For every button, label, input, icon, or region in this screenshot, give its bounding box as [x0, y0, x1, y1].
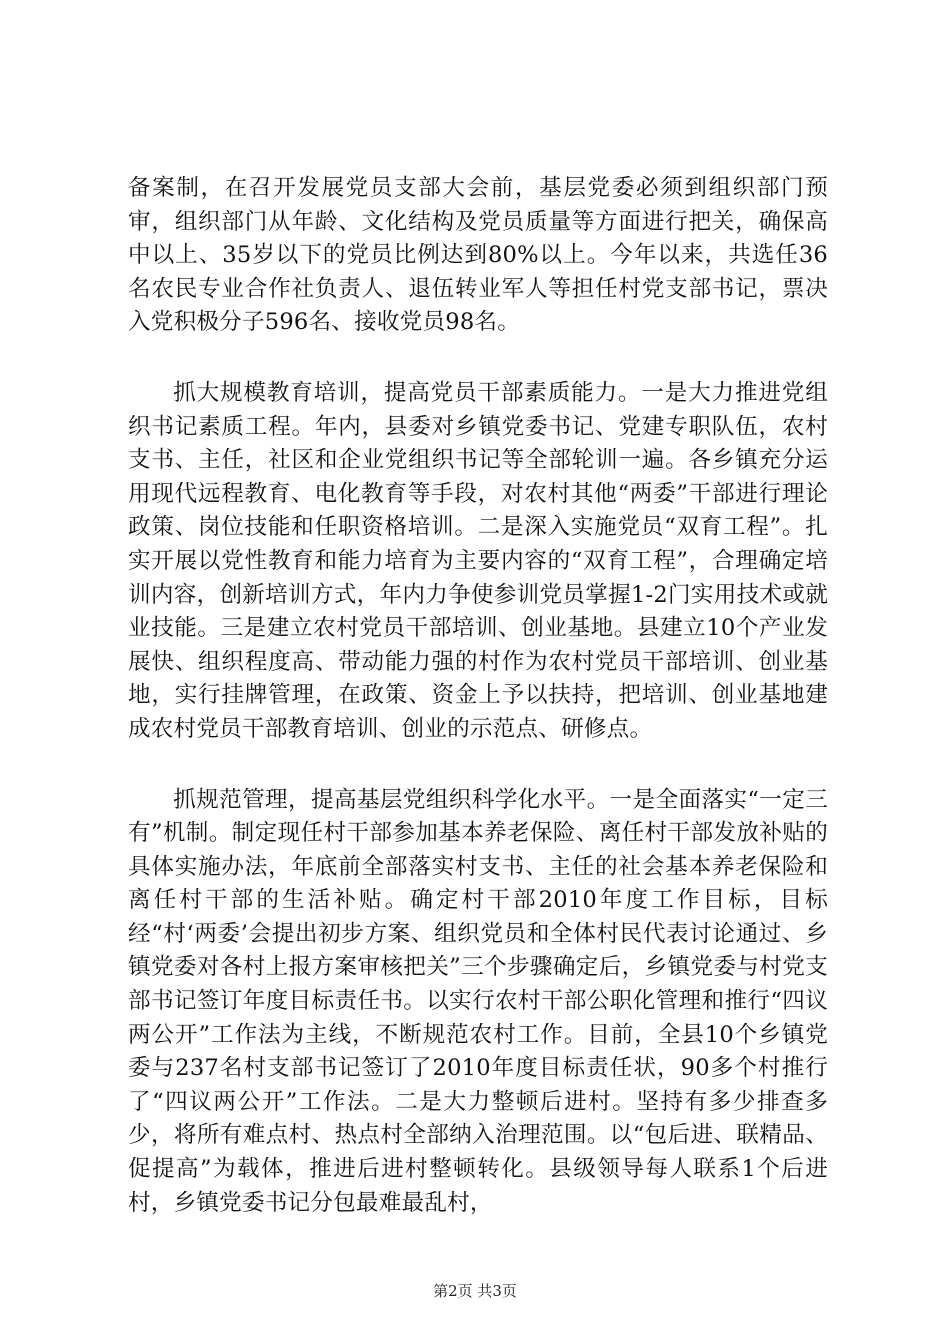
- paragraph-education-training: 抓大规模教育培训，提高党员干部素质能力。一是大力推进党组织书记素质工程。年内，县委对乡镇党委书记、党建专职队伍，农村支书、主任，社区和企业党组织书记等全部轮训一遍。各乡镇充分运用现代远程教育、电化教育等手段，对农村其他“两委”干部进行理论政策、岗位技能和任职资格培训。二是深入实施党员“双育工程”。扎实开展以党性教育和能力培育为主要内容的“双育工程”，合理确定培训内容，创新培训方式，年内力争使参训党员掌握1-2门实用技术或就业技能。三是建立农村党员干部培训、创业基地。县建立10个产业发展快、组织程度高、带动能力强的村作为农村党员干部培训、创业基地，实行挂牌管理，在政策、资金上予以扶持，把培训、创业基地建成农村党员干部教育培训、创业的示范点、研修点。: [128, 379, 828, 742]
- page-number-footer: 第2页 共3页: [433, 1282, 517, 1300]
- paragraph-standard-management: 抓规范管理，提高基层党组织科学化水平。一是全面落实“一定三有”机制。制定现任村干部参加基本养老保险、离任村干部发放补贴的具体实施办法，年底前全部落实村支书、主任的社会基本养老保险和离任村干部的生活补贴。确定村干部2010年度工作目标，目标经“村‘两委’会提出初步方案、组织党员和全体村民代表讨论通过、乡镇党委对各村上报方案审核把关”三个步骤确定后，乡镇党委与村党支部书记签订年度目标责任书。以实行农村干部公职化管理和推行“四议两公开”工作法为主线，不断规范农村工作。目前，全县10个乡镇党委与237名村支部书记签订了2010年度目标责任状，90多个村推行了“四议两公开”工作法。二是大力整顿后进村。坚持有多少排查多少，将所有难点村、热点村全部纳入治理范围。以“包后进、联精品、促提高”为载体，推进后进村整顿转化。县级领导每人联系1个后进村，乡镇党委书记分包最难最乱村，: [128, 786, 829, 1216]
- document-body: [128, 172, 828, 1220]
- paragraph-continuation: 备案制，在召开发展党员支部大会前，基层党委必须到组织部门预审，组织部门从年龄、文化结构及党员质量等方面进行把关，确保高中以上、35岁以下的党员比例达到80%以上。今年以来，共选任36名农民专业合作社负责人、退伍转业军人等担任村党支部书记，票决入党积极分子596名、接收党员98名。: [128, 175, 828, 336]
